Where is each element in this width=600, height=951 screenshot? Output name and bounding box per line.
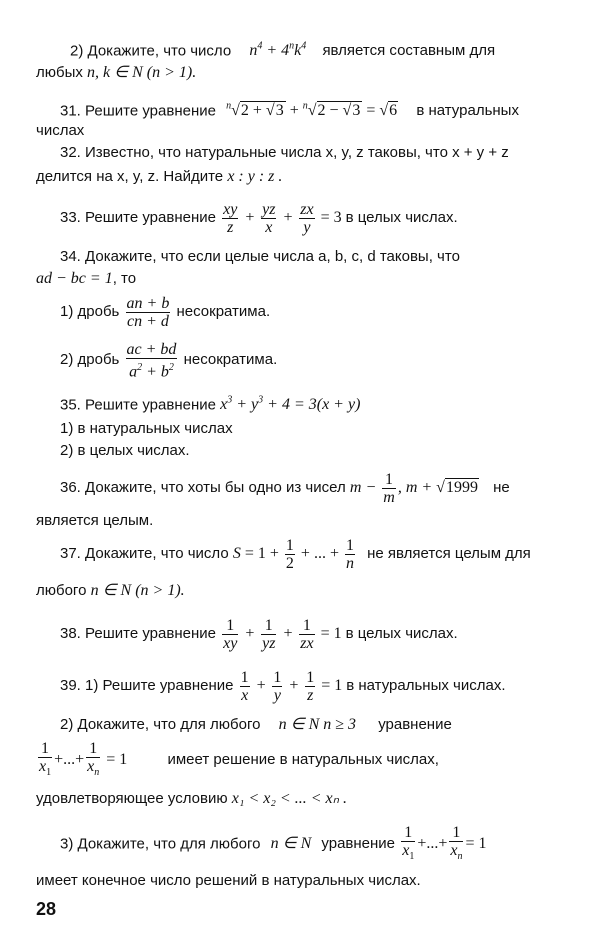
- p32-line2: [36, 168, 282, 186]
- p34-part1: [60, 292, 270, 332]
- p38-tail: в целых числах.: [345, 625, 458, 642]
- p31-tail: в натуральных: [416, 102, 519, 120]
- p36-text: 36. Докажите, что хоты бы одно из чисел: [60, 479, 346, 496]
- p34-line2: [36, 270, 136, 288]
- p34-part2: [60, 340, 277, 380]
- p39-part1-formula: $\frac{1}{x}$ + $\frac{1}{y}$ + $\frac{1}{z}$ = 1: [240, 668, 343, 704]
- p34-part1-formula: $\frac{an + b}{cn + d}$: [126, 294, 170, 330]
- p39-part2-text: 2) Докажите, что для любого: [60, 716, 261, 733]
- p39-part3-cond: n ∈ N: [270, 835, 312, 853]
- p39-part3-formula: $\frac{1}{x_1}$ +...+ $\frac{1}{x_n}$ = 1: [402, 824, 487, 863]
- p34-part2-text: 2) дробь: [60, 351, 120, 368]
- p36-line1: [60, 468, 510, 508]
- p37-line2: [36, 582, 185, 600]
- p33-text: 33. Решите уравнение: [60, 209, 216, 226]
- p39-part2-line2: [36, 740, 439, 781]
- p30-formula: $n^4 + 4^nk^4$: [249, 41, 307, 60]
- p30-line1: [70, 38, 495, 60]
- p34-condition: ad − bc = 1: [36, 270, 113, 287]
- p39-part2-line3-formula: x₁ < x₂ < ... < xₙ .: [231, 790, 347, 807]
- p35-part1: 1) в натуральных числах: [60, 420, 233, 437]
- p34-part1-text: 1) дробь: [60, 303, 120, 320]
- p33-formula: $\frac{xy}{z}$ + $\frac{yz}{x}$ + $\frac{zx}{y}$ = 3: [223, 200, 342, 236]
- p37-line2-text: любого: [36, 582, 87, 599]
- p39-part3-line1: [60, 824, 487, 865]
- p32-line1: 32. Известно, что натуральные числа x, y, z таковы, что x + y + z: [60, 144, 509, 161]
- p34-part2-formula: $\frac{ac + bd}{a^2 + b^2}$: [126, 340, 177, 380]
- p30-line2-text: любых: [36, 64, 83, 81]
- p39-part1-tail: в натуральных числах.: [346, 677, 506, 694]
- p39-part1: [60, 666, 506, 706]
- p37-line2-formula: n ∈ N (n > 1).: [90, 582, 185, 599]
- p38-text: 38. Решите уравнение: [60, 625, 216, 642]
- p38-line: [60, 614, 458, 654]
- p39-part2-line2-tail: имеет решение в натуральных числах,: [167, 751, 439, 769]
- p36-tail: не: [493, 479, 510, 496]
- p35-formula: $x^3 + y^3 + 4 = 3(x + y)$: [220, 395, 361, 414]
- p37-formula: S = 1 + $\frac{1}{2}$ + ... + $\frac{1}{n}$: [232, 536, 354, 572]
- p31-formula: $^n$√2 + √3 + $^n$√2 − √3 = √6: [226, 101, 398, 120]
- p38-formula: $\frac{1}{xy}$ + $\frac{1}{yz}$ + $\frac{1}{zx}$ = 1: [223, 616, 342, 652]
- p30-line2-formula: n, k ∈ N (n > 1).: [87, 64, 197, 81]
- p39-part2-cond: n ∈ N n ≥ 3: [278, 716, 357, 733]
- p35-line1: [60, 392, 360, 414]
- p35-text: 35. Решите уравнение: [60, 396, 216, 414]
- p31-line1: [60, 98, 519, 120]
- page-number: 28: [36, 899, 57, 919]
- p34-part2-tail: несократима.: [183, 351, 278, 368]
- p39-part2-line3: [36, 790, 347, 808]
- p34-line2-tail: , то: [112, 270, 137, 287]
- p33-tail: в целых числах.: [345, 209, 458, 226]
- p33-line: [60, 198, 458, 238]
- p39-part2-formula: $\frac{1}{x_1}$ +...+ $\frac{1}{x_n}$ = 1: [39, 740, 128, 779]
- p37-line1: [60, 534, 531, 574]
- p39-part2-line1: [60, 716, 452, 734]
- p30-tail: является составным для: [322, 42, 496, 60]
- p39-part2-line3-text: удовлетворяющее условию: [36, 790, 228, 807]
- p37-text: 37. Докажите, что число: [60, 545, 229, 562]
- p35-part2: 2) в целых числах.: [60, 442, 190, 459]
- p36-line2: является целым.: [36, 512, 154, 529]
- p30-line2: [36, 64, 196, 82]
- p39-part3-line2: имеет конечное число решений в натуральных числах.: [36, 872, 421, 889]
- p39-part1-text: 39. 1) Решите уравнение: [60, 677, 234, 694]
- p39-part3-text: 3) Докажите, что для любого: [60, 835, 261, 853]
- p30-text: 2) Докажите, что число: [70, 42, 232, 60]
- p31-line2: числах: [36, 122, 85, 139]
- p32-line2-text: делится на x, y, z. Найдите: [36, 168, 224, 185]
- p34-part1-tail: несократима.: [176, 303, 271, 320]
- p39-part2-word: уравнение: [378, 716, 452, 733]
- p34-line1: 34. Докажите, что если целые числа a, b, c, d таковы, что: [60, 248, 460, 265]
- p39-part3-word: уравнение: [321, 835, 396, 853]
- p32-line2-formula: x : y : z .: [227, 168, 283, 185]
- p31-text: 31. Решите уравнение: [60, 102, 216, 120]
- p36-formula: m − $\frac{1}{m}$ , m + √1999: [349, 470, 478, 506]
- p37-tail: не является целым для: [367, 545, 531, 562]
